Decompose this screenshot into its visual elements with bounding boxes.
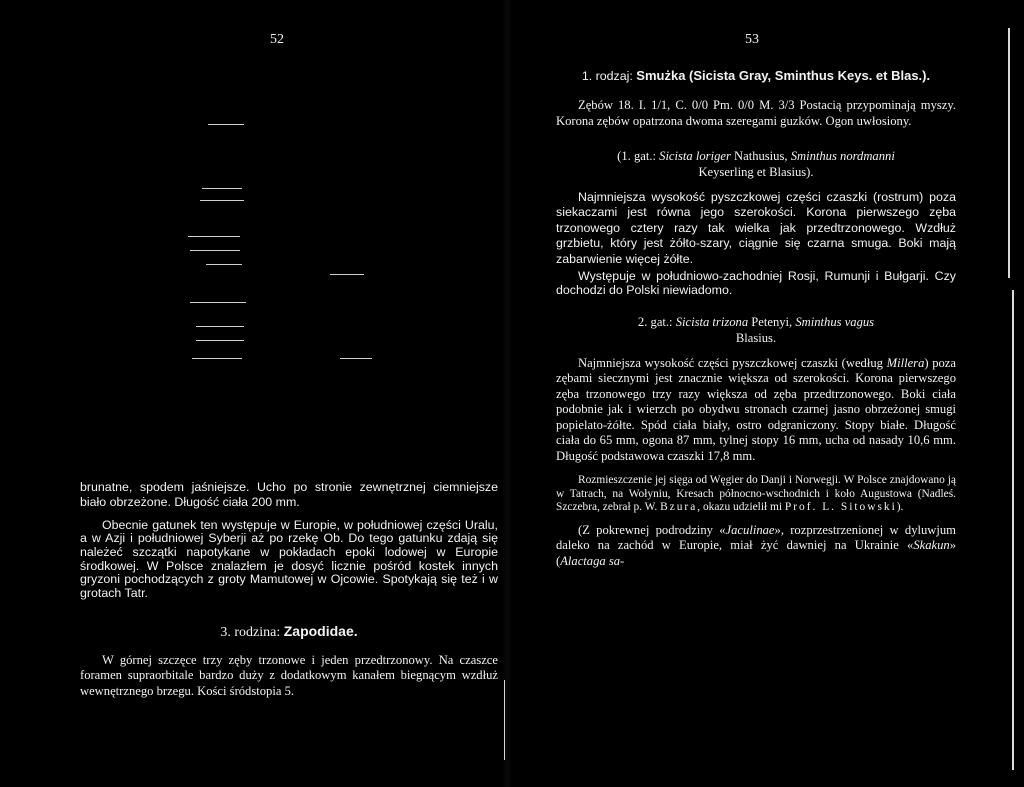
bleed-mark <box>190 250 240 251</box>
family-heading-name: Zapodidae. <box>283 623 358 640</box>
subfamily-note <box>556 523 956 569</box>
species2-description-b: ) poza zębami siecznymi jest znacznie większa od szerokości. Korona pierwszego zęba trzonowego trzy razy większa od zęba przedtrzonowego. Boki ciała podobnie jak i wierzch po obydwu stronach czarnej jasno obrzeżonej smugi popielato-żółte. Spód ciała biały, ostro odgraniczony. Stopy białe. Długość ciała do 65 mm, ogona 87 mm, tylnej stopy 16 mm, ucha od nasady 10,6 mm. Długość podstawowa czaszki 17,8 mm. <box>556 356 956 463</box>
species2-description-a: Najmniejsza wysokość części pyszczkowej czaszki (według <box>578 356 887 371</box>
species2-range-bzura: Bzura <box>660 501 698 514</box>
species1-synonym: Sminthus nordmanni <box>790 149 895 164</box>
family-heading-prefix: 3. rodzina: <box>220 625 284 641</box>
genus-heading-prefix: 1. rodzaj: <box>581 69 637 83</box>
species2-heading <box>556 315 956 346</box>
subfamily-c: » ( <box>556 538 956 568</box>
left-text-block <box>80 480 498 699</box>
page-number-right: 53 <box>745 32 759 47</box>
species2-name: Sicista trizona <box>675 315 749 330</box>
species2-range-c: ). <box>896 501 904 514</box>
right-page-edge <box>1012 290 1014 770</box>
species1-author2: Keyserling et Blasius). <box>698 164 814 179</box>
bleed-mark <box>196 340 244 341</box>
species2-synonym: Sminthus vagus <box>795 315 875 330</box>
species2-author: Petenyi, <box>748 315 796 330</box>
bleed-mark <box>208 124 244 125</box>
species2-range-a: Rozmieszczenie jej sięga od Węgier do Danji i Norwegji. W Polsce znajdowano ją w Tatrach, na Wołyniu, Kresach północno-wschodnich i koło Augustowa (Nadleś. Szczebra, zebrał p. W. <box>556 473 956 514</box>
species1-author: Nathusius, <box>730 149 791 164</box>
genus-heading <box>556 68 956 84</box>
species1-range: Występuje w południowo-zachodniej Rosji, Rumunji i Bułgarji. Czy dochodzi do Polski niewiadomo. <box>556 269 956 297</box>
bleed-mark <box>206 264 242 265</box>
species1-description: Najmniejsza wysokość pyszczkowej części czaszki (rostrum) poza siekaczami jest równa jego szerokości. Korona pierwszego zęba trzonowego cztery razy tak wielka jak przedtrzonowego. Wzdłuż grzbietu, który jest żółto-szary, ciągnie się czarna smuga. Boki mają zabarwienie więcej żółte. <box>556 190 956 266</box>
right-page-edge <box>1008 28 1010 278</box>
bleed-mark <box>188 236 240 237</box>
subfamily-a: (Z pokrewnej podrodziny « <box>578 522 726 537</box>
species2-range-prof: Prof. L. Sitowski <box>784 501 897 514</box>
bleed-mark <box>196 326 244 327</box>
bleed-mark <box>200 200 244 201</box>
paragraph-range: Obecnie gatunek ten występuje w Europie, w południowej części Uralu, a w Azji i południowej Syberji aż po rzekę Ob. Do tego gatunku zdają się należeć szczątki napotykane w pokładach epoki lodowej w Europie środkowej. W Polsce znalazłem je dosyć licznie pośród kostek innych gryzoni pochodzących z groty Mamutowej w Ojcowie. Spotykają się też i w grotach Tatr. <box>80 517 498 600</box>
species1-number: (1. gat.: <box>617 149 660 164</box>
bleed-mark <box>192 358 242 359</box>
subfamily-b: », rozprzestrzenionej w dyluwjum daleko na zachód w Europie, miał żyć dawniej na Ukrainie « <box>556 522 956 553</box>
species2-description-millera: Millera <box>886 356 925 371</box>
species1-name: Sicista loriger <box>659 149 731 164</box>
subfamily-name: Jaculinae <box>725 522 775 537</box>
book-gutter <box>502 0 512 787</box>
paragraph-continued: brunatne, spodem jaśniejsze. Ucho po stronie zewnętrznej ciemniejsze biało obrzeżone. Długość ciała 200 mm. <box>80 480 498 510</box>
right-text-block <box>556 68 956 569</box>
species1-heading <box>556 149 956 180</box>
bleed-mark <box>202 188 242 189</box>
species2-range-b: , okazu udzielił mi <box>697 501 785 514</box>
page-number-left: 52 <box>270 32 284 47</box>
genus-heading-name: Smużka (Sicista Gray, Sminthus Keys. et Blas.). <box>636 68 931 83</box>
right-page <box>512 0 1024 787</box>
bleed-mark <box>330 274 364 275</box>
species2-range <box>556 474 956 515</box>
bleed-mark <box>190 302 246 303</box>
species2-author2: Blasius. <box>735 330 777 345</box>
family-heading <box>80 624 498 640</box>
species2-description <box>556 356 956 464</box>
bleed-mark <box>340 358 372 359</box>
dental-formula: Zębów 18. I. 1/1, C. 0/0 Pm. 0/0 M. 3/3 Postacią przypominają myszy. Korona zębów opatrzona dwoma szeregami guzków. Ogon uwłosiony. <box>556 98 956 128</box>
subfamily-skakun: Skakun <box>913 538 950 553</box>
species2-number: 2. gat.: <box>637 315 676 330</box>
subfamily-alactaga: Alactaga sa- <box>560 553 625 568</box>
family-description: W górnej szczęce trzy zęby trzonowe i jeden przedtrzonowy. Na czaszce foramen supraorbitale bardzo duży z dodatkowym kanałem biegnącym wzdłuż wewnętrznego brzegu. Kości śródstopia 5. <box>80 652 498 698</box>
gutter-edge <box>504 680 505 760</box>
